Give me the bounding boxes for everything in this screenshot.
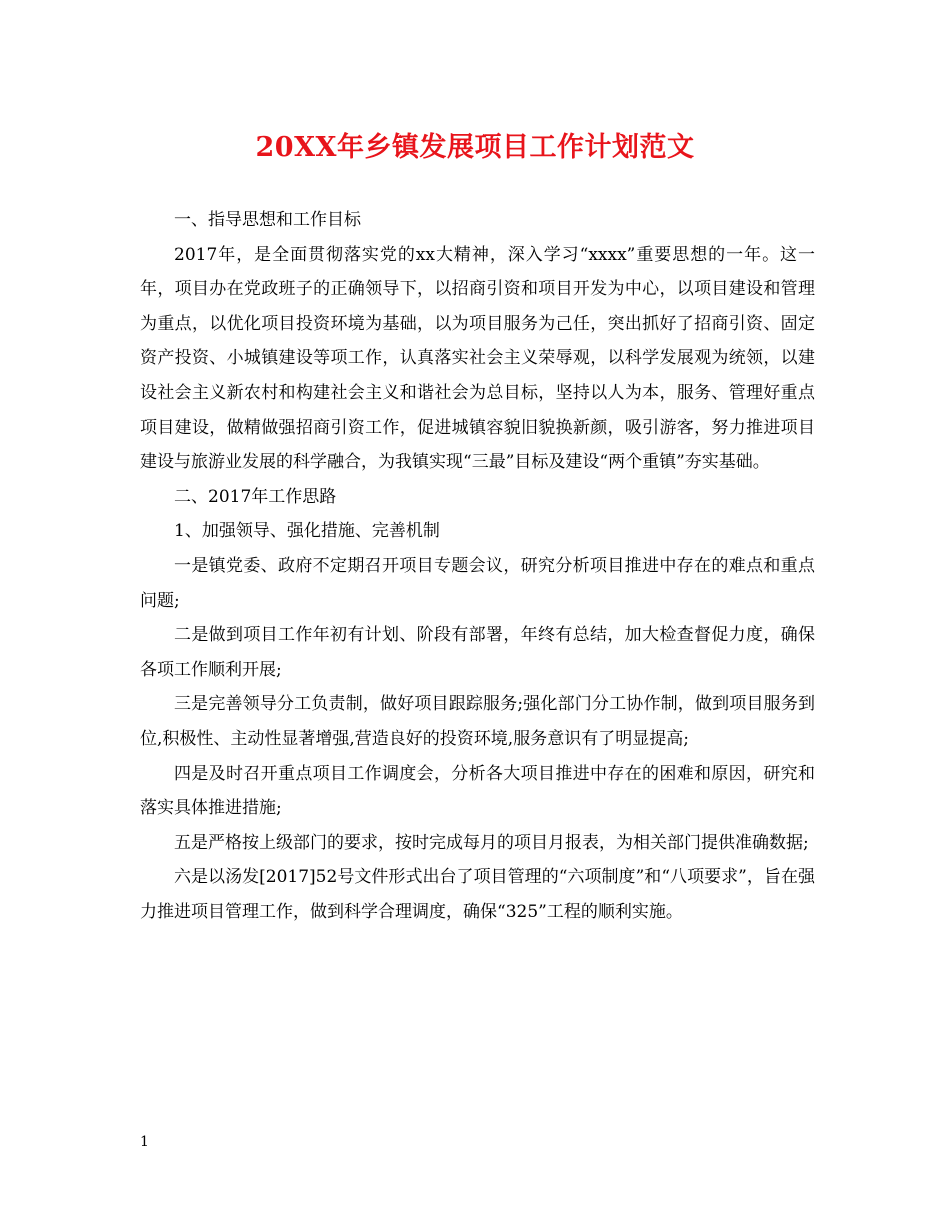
paragraph-2017-overview: 2017年，是全面贯彻落实党的xx大精神，深入学习“xxxx”重要思想的一年。这一年，项目办在党政班子的正确领导下，以招商引资和项目开发为中心，以项目建设和管理为重点，以优化项目投资环境为基础，以为项目服务为己任，突出抓好了招商引资、固定资产投资、小城镇建设等项工作，认真落实社会主义荣辱观，以科学发展观为统领，以建设社会主义新农村和构建社会主义和谐社会为总目标，坚持以人为本，服务、管理好重点项目建设，做精做强招商引资工作，促进城镇容貌旧貌换新颜，吸引游客，努力推进项目建设与旅游业发展的科学融合，为我镇实现“三最”目标及建设“两个重镇”夯实基础。 bbox=[140, 244, 815, 473]
document-body bbox=[140, 203, 815, 929]
document-title: 20XX年乡镇发展项目工作计划范文 bbox=[255, 132, 695, 163]
subheading-strengthen-leadership: 1、加强领导、强化措施、完善机制 bbox=[174, 521, 440, 542]
paragraph-item-four: 四是及时召开重点项目工作调度会，分析各大项目推进中存在的困难和原因，研究和落实具体推进措施; bbox=[140, 763, 815, 819]
paragraph-item-five: 五是严格按上级部门的要求，按时完成每月的项目月报表，为相关部门提供准确数据; bbox=[174, 832, 809, 853]
heading-work-ideas: 二、2017年工作思路 bbox=[174, 486, 337, 507]
heading-guiding-ideology: 一、指导思想和工作目标 bbox=[174, 210, 361, 230]
paragraph-item-six: 六是以汤发[2017]52号文件形式出台了项目管理的“六项制度”和“八项要求”，旨在强力推进项目管理工作，做到科学合理调度，确保“325”工程的顺利实施。 bbox=[140, 867, 815, 922]
paragraph-item-one: 一是镇党委、政府不定期召开项目专题会议，研究分析项目推进中存在的难点和重点问题; bbox=[140, 555, 815, 611]
paragraph-item-two: 二是做到项目工作年初有计划、阶段有部署，年终有总结，加大检查督促力度，确保各项工作顺利开展; bbox=[140, 625, 815, 680]
page-number: 1 bbox=[140, 1134, 149, 1150]
paragraph-item-three: 三是完善领导分工负责制，做好项目跟踪服务;强化部门分工协作制，做到项目服务到位,积极性、主动性显著增强,营造良好的投资环境,服务意识有了明显提高; bbox=[140, 694, 815, 749]
